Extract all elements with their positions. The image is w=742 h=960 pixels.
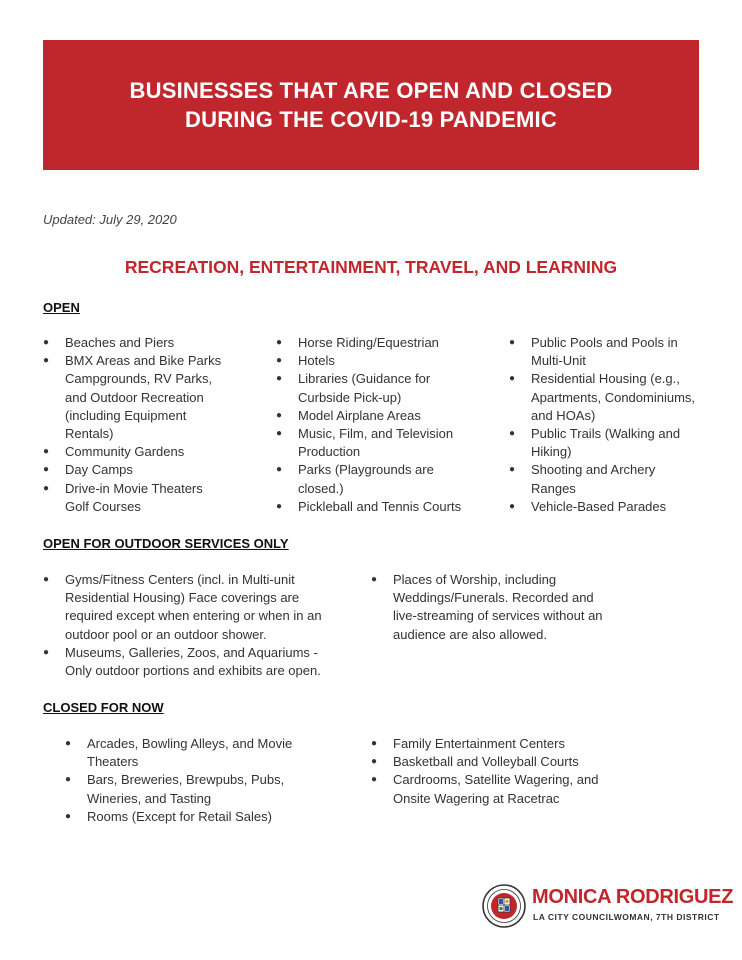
list-item: ● Model Airplane Areas xyxy=(276,407,501,425)
closed-list-col2 xyxy=(371,735,671,808)
list-item: Rentals) xyxy=(65,426,114,442)
list-item: ● Drive-in Movie Theaters xyxy=(43,480,273,498)
open-list-col3 xyxy=(509,334,714,516)
list-item: ● Beaches and Piers xyxy=(43,334,273,352)
outdoor-list-col1 xyxy=(43,571,363,680)
list-item: Weddings/Funerals. Recorded and xyxy=(393,590,594,606)
open-heading: OPEN xyxy=(43,300,80,315)
list-item: ● Vehicle-Based Parades xyxy=(509,498,714,516)
list-item: and Outdoor Recreation xyxy=(65,389,204,405)
list-item: ● Parks (Playgrounds are xyxy=(276,461,501,479)
city-seal-icon xyxy=(482,884,526,928)
list-item: Multi-Unit xyxy=(531,353,586,369)
list-item: outdoor pool or an outdoor shower. xyxy=(65,626,267,642)
list-item: Theaters xyxy=(87,754,139,770)
list-item: live-streaming of services without an xyxy=(393,608,603,624)
list-item: ● Music, Film, and Television xyxy=(276,425,501,443)
list-item: ● Community Gardens xyxy=(43,443,273,461)
list-item: required except when entering or when in an xyxy=(65,608,322,624)
list-item: ● Cardrooms, Satellite Wagering, and xyxy=(371,771,671,789)
list-item: and HOAs) xyxy=(531,407,596,423)
list-item: Campgrounds, RV Parks, xyxy=(65,371,213,387)
list-item: Apartments, Condominiums, xyxy=(531,389,696,405)
open-list-col2 xyxy=(276,334,501,516)
closed-heading: CLOSED FOR NOW xyxy=(43,700,164,715)
list-item: ● Places of Worship, including xyxy=(371,571,671,589)
list-item: ● Residential Housing (e.g., xyxy=(509,370,714,388)
title-banner xyxy=(43,40,699,170)
list-item: closed.) xyxy=(298,480,344,496)
banner-title-line-1: BUSINESSES THAT ARE OPEN AND CLOSED xyxy=(129,78,613,103)
list-item: audience are also allowed. xyxy=(393,626,547,642)
list-item: ● Basketball and Volleyball Courts xyxy=(371,753,671,771)
list-item: ● Day Camps xyxy=(43,461,273,479)
list-item: Wineries, and Tasting xyxy=(87,790,212,806)
list-item: ● Museums, Galleries, Zoos, and Aquariums - xyxy=(43,644,363,662)
list-item: Only outdoor portions and exhibits are open. xyxy=(65,663,321,679)
closed-list-col1 xyxy=(65,735,355,826)
section-title: RECREATION, ENTERTAINMENT, TRAVEL, AND LEARNING xyxy=(124,257,618,277)
councilwoman-logo xyxy=(482,884,734,930)
list-item: Golf Courses xyxy=(65,498,141,514)
outdoor-heading: OPEN FOR OUTDOOR SERVICES ONLY xyxy=(43,536,289,551)
list-item: ● Public Trails (Walking and xyxy=(509,425,714,443)
list-item: (including Equipment xyxy=(65,407,187,423)
updated-date: Updated: July 29, 2020 xyxy=(43,212,177,227)
logo-name: MONICA RODRIGUEZ xyxy=(532,886,734,908)
list-item: Onsite Wagering at Racetrac xyxy=(393,790,560,806)
outdoor-list-col2 xyxy=(371,571,671,644)
list-item: ● Shooting and Archery xyxy=(509,461,714,479)
list-item: ● Bars, Breweries, Brewpubs, Pubs, xyxy=(65,771,355,789)
list-item: Curbside Pick-up) xyxy=(298,389,402,405)
list-item: ● Public Pools and Pools in xyxy=(509,334,714,352)
list-item: Hiking) xyxy=(531,444,572,460)
list-item: ● Rooms (Except for Retail Sales) xyxy=(65,808,355,826)
logo-subtitle: LA CITY COUNCILWOMAN, 7TH DISTRICT xyxy=(533,912,720,922)
list-item: ● BMX Areas and Bike Parks xyxy=(43,352,273,370)
banner-title-line-2: DURING THE COVID-19 PANDEMIC xyxy=(185,107,557,132)
open-list-col1 xyxy=(43,334,273,516)
list-item: ● Libraries (Guidance for xyxy=(276,370,501,388)
list-item: Residential Housing) Face coverings are xyxy=(65,590,300,606)
list-item: Production xyxy=(298,444,361,460)
list-item: ● Pickleball and Tennis Courts xyxy=(276,498,501,516)
list-item: ● Gyms/Fitness Centers (incl. in Multi-unit xyxy=(43,571,363,589)
list-item: ● Horse Riding/Equestrian xyxy=(276,334,501,352)
list-item: ● Arcades, Bowling Alleys, and Movie xyxy=(65,735,355,753)
list-item: Ranges xyxy=(531,480,576,496)
list-item: ● Family Entertainment Centers xyxy=(371,735,671,753)
list-item: ● Hotels xyxy=(276,352,501,370)
